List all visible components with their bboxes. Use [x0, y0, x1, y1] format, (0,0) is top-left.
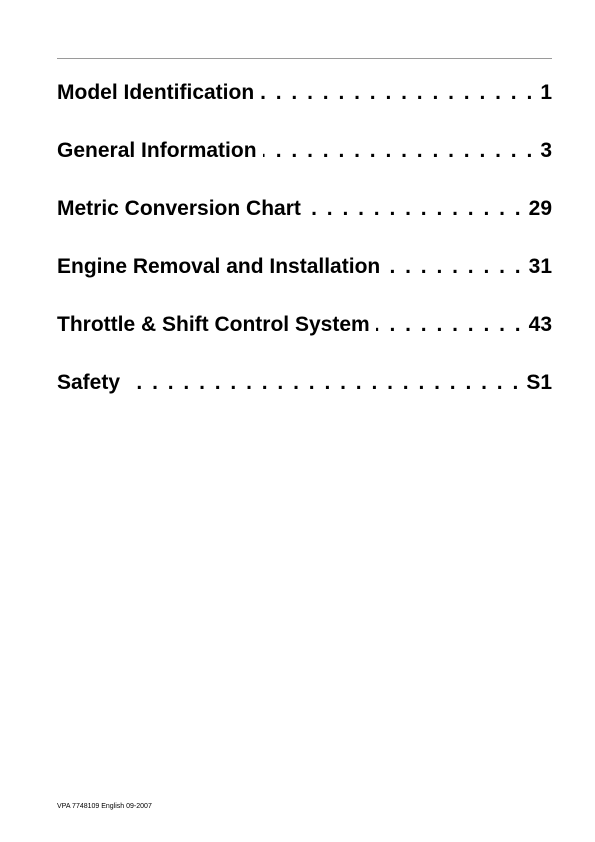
toc-entry-title: Throttle & Shift Control System [57, 313, 370, 336]
toc-entry-general-information[interactable] [57, 137, 552, 195]
top-divider [57, 58, 552, 59]
toc-entry-safety[interactable] [57, 369, 552, 427]
toc-entry-page: 29 [528, 197, 552, 220]
toc-entry-title: General Information [57, 139, 257, 162]
toc-dot-leader [260, 79, 534, 107]
toc-dot-leader [386, 253, 522, 281]
toc-entry-title: Model Identification [57, 81, 255, 104]
toc-entry-model-identification[interactable] [57, 79, 552, 137]
toc-entry-page: 3 [540, 139, 552, 162]
toc-dot-leader [376, 311, 523, 339]
toc-entry-engine-removal-installation[interactable] [57, 253, 552, 311]
table-of-contents [57, 79, 552, 427]
toc-entry-metric-conversion-chart[interactable] [57, 195, 552, 253]
toc-entry-page: 31 [528, 255, 552, 278]
toc-entry-page: S1 [526, 371, 552, 394]
toc-entry-title: Metric Conversion Chart [57, 197, 301, 220]
toc-entry-throttle-shift-control[interactable] [57, 311, 552, 369]
toc-entry-title: Engine Removal and Installation [57, 255, 381, 278]
toc-entry-page: 43 [528, 313, 552, 336]
toc-dot-leader [307, 195, 523, 223]
toc-entry-title: Safety [57, 371, 121, 394]
document-footer: VPA 7748109 English 09-2007 [57, 803, 152, 810]
toc-dot-leader [126, 369, 520, 397]
toc-entry-page: 1 [540, 81, 552, 104]
toc-dot-leader [263, 137, 535, 165]
